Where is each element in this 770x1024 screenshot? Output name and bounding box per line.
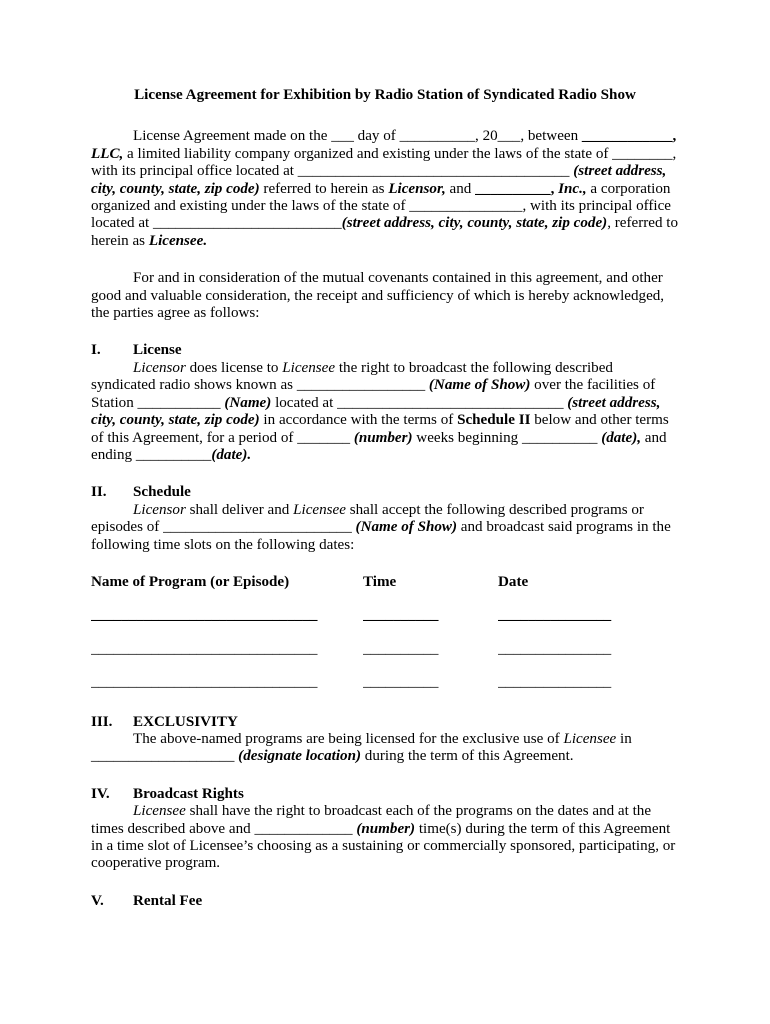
section-iv-number: IV.	[91, 785, 110, 802]
table-header-row	[91, 574, 679, 591]
section-v-heading	[91, 893, 679, 910]
section-i-heading	[91, 342, 679, 359]
section-i-body: Licensor does license to Licensee the right to broadcast the following described syndicated radio shows known as _________________ (Name of Show) over the facilities of Station ___________ (Name) located at ______________________________ (street address, city, county, state, zip code) in accordance with the terms of Schedule II below and other terms of this Agreement, for a period of _______ (number) weeks beginning __________ (date), and ending __________(date).	[91, 359, 669, 463]
section-ii-body: Licensor shall deliver and Licensee shall accept the following described programs or episodes of _________________________ (Name of Show) and broadcast said programs in the following time slots on the following dates:	[91, 501, 671, 553]
section-iv-heading	[91, 786, 679, 803]
section-ii-label: Schedule	[133, 484, 191, 501]
consideration-paragraph: For and in consideration of the mutual covenants contained in this agreement, and other good and valuable consideration, the receipt and sufficiency of which is hereby acknowledged, the parties agree as follows:	[91, 270, 665, 322]
section-iv-body: Licensee shall have the right to broadcast each of the programs on the dates and at the times described above and _____________ (number) time(s) during the term of this Agreement in a time slot of Licensee’s choosing as a sustaining or commercially sponsored, participating, or cooperative program.	[91, 803, 676, 872]
section-iv-label: Broadcast Rights	[133, 785, 244, 802]
program-blank-line: ______________________________	[91, 607, 318, 624]
section-iii-heading	[91, 714, 679, 731]
column-header-date: Date	[498, 573, 529, 590]
section-iii-label: EXCLUSIVITY	[133, 713, 238, 730]
column-header-program: Name of Program (or Episode)	[91, 573, 290, 590]
schedule-table	[91, 574, 679, 692]
program-blank-line: ______________________________	[91, 640, 318, 657]
table-row	[91, 674, 679, 691]
intro-paragraph: License Agreement made on the ___ day of __________, 20___, between ____________, LLC, a limited liability company organized and existing under the laws of the state of ________, with its principal office located at ____________________________________ (street address, city, county, state, zip code) referred to herein as Licensor, and __________, Inc., a corporation organized and existing under the laws of the state of _______________, with its principal office located at _________________________(street address, city, county, state, zip code), referred to herein as Licensee.	[91, 128, 679, 249]
time-blank-line: __________	[363, 607, 439, 624]
section-i-number: I.	[91, 342, 101, 359]
program-blank-line: ______________________________	[91, 674, 318, 691]
section-iii-body: The above-named programs are being licensed for the exclusive use of Licensee in ___________________ (designate location) during the term of this Agreement.	[91, 730, 632, 765]
section-iii-number: III.	[91, 713, 113, 730]
column-header-time: Time	[363, 573, 397, 590]
time-blank-line: __________	[363, 674, 439, 691]
section-v-number: V.	[91, 892, 104, 909]
date-blank-line: _______________	[498, 674, 612, 691]
date-blank-line: _______________	[498, 607, 612, 624]
section-ii-number: II.	[91, 484, 107, 501]
table-row	[91, 607, 679, 624]
page-title: License Agreement for Exhibition by Radio Station of Syndicated Radio Show	[134, 87, 636, 103]
section-i-label: License	[133, 342, 182, 359]
section-v-label: Rental Fee	[133, 892, 203, 909]
section-ii-heading	[91, 484, 679, 501]
time-blank-line: __________	[363, 640, 439, 657]
date-blank-line: _______________	[498, 640, 612, 657]
table-row	[91, 641, 679, 658]
